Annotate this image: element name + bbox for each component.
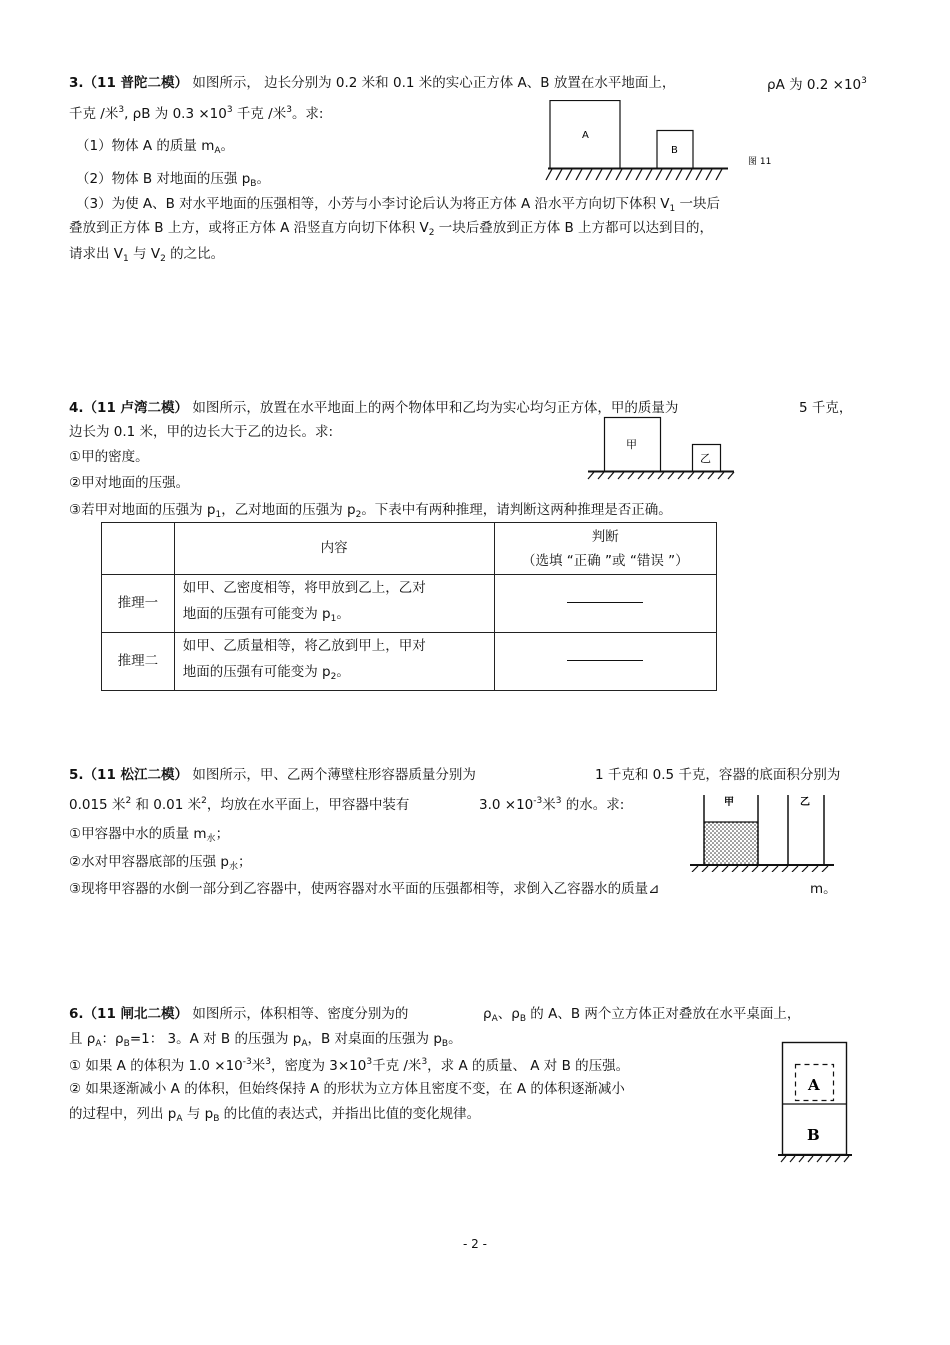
- q6-subB: B: [213, 1114, 220, 1124]
- q6-source: （11 闸北二模）: [83, 1006, 189, 1022]
- q4-item3b: ，乙对地面的压强为 p: [221, 502, 356, 518]
- q4-item3a: ③若甲对地面的压强为 p: [69, 502, 216, 518]
- q5-exp2: 2: [125, 796, 132, 806]
- cube-a-label: A: [808, 1076, 820, 1094]
- q3-item2-end: 。: [256, 171, 270, 187]
- q3-item1: [76, 140, 234, 156]
- q3-l3b: 与 V: [128, 246, 161, 262]
- header-judge-line2: （选填 “正确 ”或 “错误 ”）: [521, 552, 689, 569]
- row-content: [174, 633, 494, 691]
- q4-judgement-table: [101, 522, 717, 691]
- table-header-content: 内容: [174, 523, 494, 575]
- q5-item3: ③现将甲容器的水倒一部分到乙容器中，使两容器对水平面的压强都相等，求倒入乙容器水的质量⊿: [69, 881, 660, 897]
- q6-line1: 6.（11 闸北二模） 如图所示，体积相等、密度分别为的: [69, 1006, 409, 1022]
- q3-line2: [69, 106, 324, 122]
- q5-l2e: 米: [542, 797, 556, 813]
- q5-item2c: ；: [237, 854, 252, 870]
- page-number: - 2 -: [463, 1237, 487, 1251]
- q6-exp3: 3: [421, 1057, 428, 1067]
- q3-item2-text: （2）物体 B 对地面的压强 p: [76, 171, 251, 187]
- cube-a-label: A: [582, 130, 589, 141]
- q3-exp: 3: [286, 105, 292, 115]
- row1-l2a: 地面的压强有可能变为 p: [182, 606, 331, 622]
- q5-exp3: 3: [555, 796, 562, 806]
- q6-l1c: 、ρ: [497, 1006, 520, 1022]
- q4-line1-end: 5 千克，: [799, 400, 853, 416]
- cube-b-label: B: [671, 145, 678, 156]
- q5-l2f: 的水。求:: [561, 797, 625, 813]
- q6-item1: [69, 1058, 629, 1074]
- q6-l2c: =1： 3。A 对 B 的压强为 p: [129, 1031, 302, 1047]
- row2-line1: 如甲、乙质量相等，将乙放到甲上，甲对: [182, 638, 426, 654]
- q3-item2: [76, 173, 270, 189]
- q5-l2d: 3.0 ×10: [479, 797, 534, 813]
- q5-item2a: ②水对甲容器底部的压强 p: [69, 854, 229, 870]
- q3-l3a: 请求出 V: [69, 246, 124, 262]
- q6-subB: B: [519, 1014, 527, 1024]
- q6-subB: B: [123, 1039, 130, 1049]
- q3-l2a: 千克 /米: [69, 106, 119, 122]
- row-content: [174, 575, 494, 633]
- ground-hatch: [781, 1156, 849, 1162]
- q6-subA: A: [491, 1014, 498, 1024]
- row2-line2: 地面的压强有可能变为 $p_2$。: [182, 664, 350, 682]
- row1-line2: 地面的压强有可能变为 $p_1$。: [182, 606, 350, 624]
- q3-sub2: 2: [160, 254, 166, 264]
- q6-number: 6: [69, 1006, 79, 1022]
- q6-subB: B: [441, 1039, 449, 1049]
- q4-number: 4: [69, 400, 79, 416]
- q3-l2d: 。求:: [291, 106, 324, 122]
- q6-item2-l2c: 的比值的表达式，并指出比值的变化规律。: [219, 1106, 481, 1122]
- q4-text: 如图所示，放置在水平地面上的两个物体甲和乙均为实心均匀正方体，甲的质量为: [192, 400, 679, 416]
- row1-answer-blank[interactable]: [494, 575, 716, 633]
- q3-source: （11 普陀二模）: [83, 75, 189, 91]
- row1-line1: 如甲、乙密度相等，将甲放到乙上，乙对: [182, 580, 426, 596]
- q5-item3-end: m。: [810, 881, 837, 897]
- yi-label: 乙: [700, 452, 711, 465]
- q6-exp3: 3: [366, 1057, 373, 1067]
- q3-item2-sub: B: [250, 179, 257, 189]
- q5-text: 如图所示，甲、乙两个薄壁柱形容器质量分别为: [192, 767, 476, 783]
- q3-item3-l1-sub: 1: [669, 204, 676, 214]
- q6-expm3: -3: [242, 1057, 252, 1067]
- q3-item3-l1: （3）为使 A、B 对水平地面的压强相等，小芳与小李讨论后认为将正方体 A 沿水平方向切下体积 V: [76, 196, 670, 212]
- q3-item3-line2: [69, 222, 713, 238]
- jia-label: 甲: [626, 438, 637, 451]
- q3-item1-sub: A: [214, 146, 221, 156]
- q6-l2e: 。: [448, 1031, 462, 1047]
- table-header-empty: [102, 523, 175, 575]
- q3-l2b: , ρB 为 0.3 ×10: [124, 106, 227, 122]
- q3-rho-a: [767, 77, 867, 93]
- q4-item1: ①甲的密度。: [69, 449, 149, 465]
- q3-l3c: 的之比。: [165, 246, 225, 262]
- q5-l2b: 和 0.01 米: [131, 797, 202, 813]
- q6-l1a: 如图所示，体积相等、密度分别为的: [192, 1006, 409, 1022]
- cube-b-label: B: [807, 1126, 820, 1144]
- q3-exp: 3: [226, 105, 233, 115]
- q6-l2b: ：ρ: [101, 1031, 124, 1047]
- q5-source: （11 松江二模）: [83, 767, 189, 783]
- q6-item1b: 米: [251, 1058, 266, 1074]
- q5-number: 5: [69, 767, 79, 783]
- q5-item2: [69, 856, 251, 872]
- q5-expm3: -3: [533, 796, 543, 806]
- q3-number: 3: [69, 75, 79, 91]
- q6-subA: A: [176, 1114, 183, 1124]
- q3-item3-line1: [76, 198, 720, 214]
- q6-item1e: ，求 A 的质量、 A 对 B 的压强。: [427, 1058, 630, 1074]
- q6-l2d: ，B 对桌面的压强为 p: [307, 1031, 442, 1047]
- q6-item2-l2a: 的过程中，列出 p: [69, 1106, 177, 1122]
- q5-figure: [688, 790, 838, 872]
- q3-item1-end: 。: [220, 138, 235, 154]
- q6-item2-line1: ② 如果逐渐减小 A 的体积，但始终保持 A 的形状为立方体且密度不变，在 A 的体积逐渐减小: [69, 1081, 625, 1097]
- table-header-row: [102, 523, 717, 575]
- q3-sub1: 1: [123, 254, 129, 264]
- figure-caption: 图 11: [748, 157, 772, 167]
- table-row: [102, 633, 717, 691]
- q6-item1d: 千克 /米: [372, 1058, 422, 1074]
- q3-rho-a-text: ρA 为 0.2 ×10: [767, 77, 862, 93]
- jia-label: 甲: [724, 797, 734, 808]
- q6-item1a: ① 如果 A 的体积为 1.0 ×10: [69, 1058, 243, 1074]
- row1-l2b: 。: [336, 606, 350, 622]
- q5-line2: [69, 797, 409, 813]
- q3-item3-l2-end: 一块后叠放到正方体 B 上方都可以达到目的，: [434, 220, 714, 236]
- q4-line2: 边长为 0.1 米，甲的边长大于乙的边长。求:: [69, 424, 334, 440]
- ground-hatch: [588, 472, 734, 479]
- q5-line2-volume: [479, 797, 624, 813]
- q6-figure: [776, 1040, 858, 1166]
- q6-subA: A: [95, 1039, 102, 1049]
- row-name: 推理一: [102, 575, 175, 633]
- q5-line1-end: 1 千克和 0.5 千克，容器的底面积分别为: [595, 767, 841, 783]
- q3-text: 如图所示， 边长分别为 0.2 米和 0.1 米的实心正方体 A、B 放置在水平地面上，: [192, 75, 676, 91]
- q6-subA: A: [301, 1039, 308, 1049]
- ground-hatch: [546, 169, 722, 180]
- q6-exp3: 3: [265, 1057, 271, 1067]
- row2-l2b: 。: [336, 664, 350, 680]
- q6-line1-rest: [483, 1008, 800, 1024]
- q5-line1: 5.（11 松江二模） 如图所示，甲、乙两个薄壁柱形容器质量分别为: [69, 767, 476, 783]
- table-row: [102, 575, 717, 633]
- q6-line2: [69, 1033, 462, 1049]
- yi-label: 乙: [800, 797, 810, 808]
- q6-item2-line2: [69, 1108, 480, 1124]
- ground-hatch: [692, 866, 828, 872]
- q4-figure: [584, 414, 740, 480]
- q3-item3-l1-end: 一块后: [675, 196, 721, 212]
- q5-item1c: ；: [215, 826, 230, 842]
- water: [704, 822, 758, 865]
- header-judge-line1: 判断: [591, 528, 619, 545]
- q5-exp2: 2: [201, 796, 207, 806]
- q3-item3-l2-sub: 2: [428, 228, 435, 238]
- q3-line1: 3.（11 普陀二模） 如图所示， 边长分别为 0.2 米和 0.1 米的实心正方体 A、B 放置在水平地面上，: [69, 75, 676, 91]
- q4-line1: 4.（11 卢湾二模） 如图所示，放置在水平地面上的两个物体甲和乙均为实心均匀正方体，甲的质量为: [69, 400, 679, 416]
- q6-l1b: ρ: [483, 1006, 492, 1022]
- q6-l2a: 且 ρ: [69, 1031, 96, 1047]
- q5-item1: [69, 828, 229, 844]
- q6-item1c: ，密度为 3×10: [270, 1058, 367, 1074]
- q5-item1b: 水: [206, 834, 216, 844]
- q3-item3-line3: [69, 248, 224, 264]
- q4-item3c: 。下表中有两种推理，请判断这两种推理是否正确。: [361, 502, 672, 518]
- q4-source: （11 卢湾二模）: [83, 400, 189, 416]
- q5-l2a: 0.015 米: [69, 797, 126, 813]
- row-name: 推理二: [102, 633, 175, 691]
- q6-l1d: 的 A、B 两个立方体正对叠放在水平桌面上，: [526, 1006, 801, 1022]
- q3-exp: 3: [118, 105, 125, 115]
- q4-item2: ②甲对地面的压强。: [69, 475, 190, 491]
- table-header-judge: [494, 523, 716, 575]
- q5-l2c: ，均放在水平面上，甲容器中装有: [206, 797, 410, 813]
- q3-item3-l2: 叠放到正方体 B 上方，或将正方体 A 沿竖直方向切下体积 V: [69, 220, 429, 236]
- q3-figure: [544, 100, 784, 186]
- q5-item2b: 水: [228, 862, 238, 872]
- q3-exp: 3: [861, 76, 867, 86]
- q3-item1-text: （1）物体 A 的质量 m: [76, 138, 215, 154]
- row2-l2a: 地面的压强有可能变为 p: [182, 664, 331, 680]
- q5-item1a: ①甲容器中水的质量 m: [69, 826, 207, 842]
- row2-answer-blank[interactable]: [494, 633, 716, 691]
- q6-item2-l2b: 与 p: [182, 1106, 214, 1122]
- q4-item3: ③若甲对地面的压强为 $p_1$，乙对地面的压强为 $p_2$。下表中有两种推理，请判断这两种推理是否正确。: [69, 502, 672, 520]
- q3-l2c: 千克 /米: [232, 106, 287, 122]
